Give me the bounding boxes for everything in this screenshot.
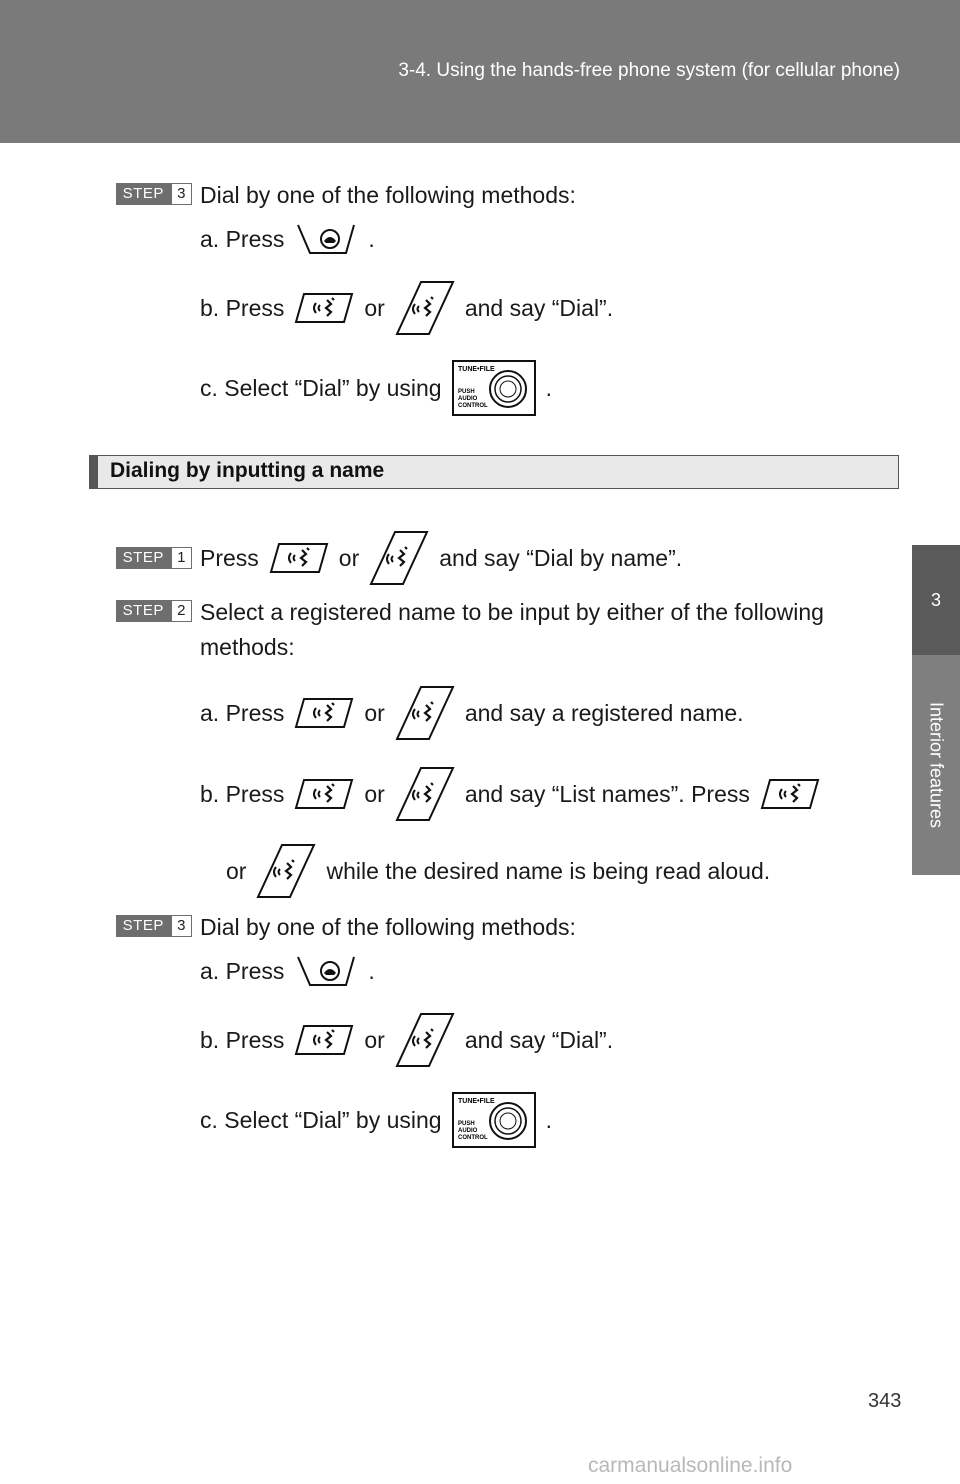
header-title: 3-4. Using the hands-free phone system (for cellular phone) — [398, 60, 900, 81]
svg-text:TUNE•FILE: TUNE•FILE — [457, 1098, 495, 1105]
top-line-c: c. Select “Dial” by using TUNE•FILE PUSH AUDIO CONTROL . — [200, 360, 552, 416]
top-line-b: b. Press or and say “Dial”. — [200, 280, 613, 336]
talk-switch-icon — [269, 542, 329, 574]
step-2-line-2: methods: — [200, 634, 295, 660]
step-2-line-b: b. Press or and say “List names”. Press — [200, 766, 830, 822]
page-header — [0, 0, 960, 143]
phone-hook-icon — [294, 223, 358, 255]
talk-switch-steering-icon — [395, 766, 455, 822]
step-3-line-a: a. Press . — [200, 955, 375, 987]
svg-text:CONTROL: CONTROL — [457, 1135, 488, 1141]
svg-text:TUNE•FILE: TUNE•FILE — [457, 366, 495, 373]
page-number: 343 — [868, 1390, 902, 1412]
talk-switch-steering-icon — [369, 530, 429, 586]
step-3-marker: STEP 3 — [116, 915, 192, 937]
step-1-marker: STEP 1 — [116, 547, 192, 569]
step-2-line-a: a. Press or and say a registered name. — [200, 685, 744, 741]
talk-switch-icon — [294, 697, 354, 729]
talk-switch-steering-icon — [395, 1012, 455, 1068]
svg-text:AUDIO: AUDIO — [457, 1128, 477, 1134]
chapter-label: Interior features — [926, 701, 947, 829]
phone-hook-icon — [294, 955, 358, 987]
talk-switch-steering-icon — [256, 843, 316, 899]
watermark: carmanualsonline.info — [588, 1454, 793, 1477]
talk-switch-icon — [294, 778, 354, 810]
step-3-intro: Dial by one of the following methods: — [200, 914, 576, 940]
step-2-line-1: Select a registered name to be input by either of the following — [200, 599, 824, 625]
step-1-line: Press or and say “Dial by name”. — [200, 530, 682, 586]
step-3-marker-top: STEP 3 — [116, 183, 192, 205]
svg-text:PUSH: PUSH — [457, 1121, 475, 1127]
section-heading: Dialing by inputting a name — [89, 455, 899, 489]
talk-switch-steering-icon — [395, 685, 455, 741]
step-2-marker: STEP 2 — [116, 600, 192, 622]
svg-text:AUDIO: AUDIO — [457, 396, 477, 402]
top-intro: Dial by one of the following methods: — [200, 182, 576, 208]
tune-file-knob-icon — [452, 1092, 536, 1148]
svg-text:CONTROL: CONTROL — [457, 403, 488, 409]
step-2-line-b2: or while the desired name is being read aloud. — [226, 843, 770, 899]
talk-switch-icon — [294, 1024, 354, 1056]
talk-switch-steering-icon — [395, 280, 455, 336]
talk-switch-icon — [760, 778, 820, 810]
step-3-line-c: c. Select “Dial” by using TUNE•FILE PUSH AUDIO CONTROL . — [200, 1092, 552, 1148]
svg-text:PUSH: PUSH — [457, 389, 475, 395]
tune-file-knob-icon — [452, 360, 536, 416]
top-line-a: a. Press . — [200, 223, 375, 255]
chapter-number: 3 — [912, 545, 960, 655]
chapter-side-tab — [912, 545, 960, 875]
talk-switch-icon — [294, 292, 354, 324]
step-3-line-b: b. Press or and say “Dial”. — [200, 1012, 613, 1068]
